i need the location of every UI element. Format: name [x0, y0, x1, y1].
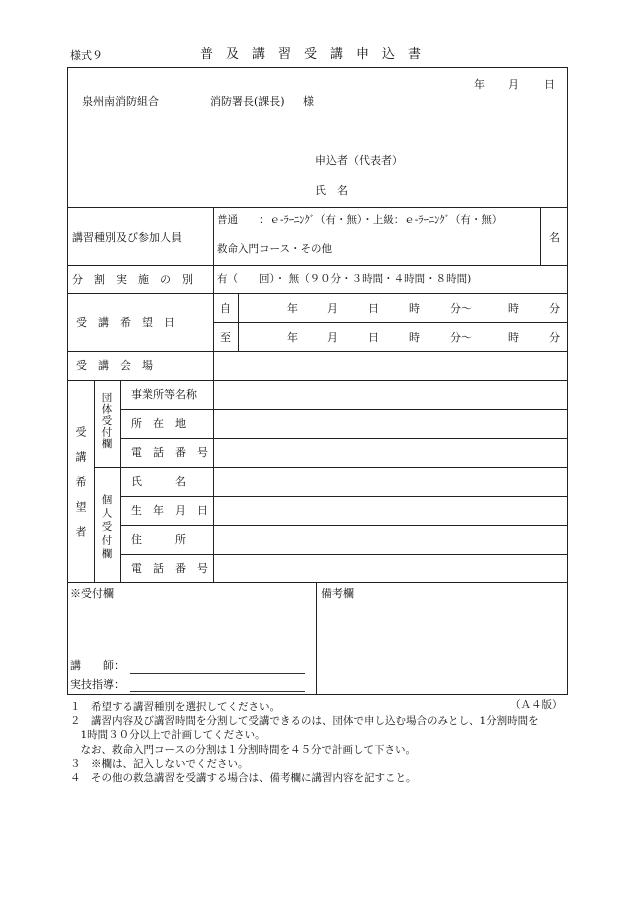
- to-minute-unit: 分～: [450, 331, 472, 344]
- date-year-label: 年: [474, 78, 485, 91]
- note-2: ２ 講習内容及び講習時間を分割して受講できるのは、団体で申し込む場合のみとし、1分割時間を: [70, 715, 539, 728]
- note-1: １ 希望する講習種別を選択してください。: [70, 701, 280, 713]
- individual-row-birthdate: 生 年 月 日: [131, 504, 208, 517]
- individual-row-phone: 電 話 番 号: [131, 562, 208, 575]
- individual-section-label: 個人受付欄: [100, 494, 113, 562]
- note-3: ３ ※欄は、記入しないでください。: [70, 757, 249, 770]
- from-end-hour-unit: 時: [508, 302, 519, 315]
- to-year-unit: 年: [287, 331, 298, 344]
- schedule-to-label: 至: [220, 331, 231, 344]
- addressee-org: 泉州南消防組合: [82, 95, 159, 108]
- participant-unit: 名: [549, 231, 560, 244]
- venue-label: 受 講 会 場: [76, 359, 153, 372]
- paper-size: （Ａ４版）: [510, 699, 563, 711]
- group-section-label: 団体受付欄: [100, 392, 113, 450]
- instructor-underline: [130, 673, 305, 674]
- form-number: 様式９: [70, 49, 103, 62]
- page-title: 普 及 講 習 受 講 申 込 書: [200, 47, 422, 62]
- to-day-unit: 日: [368, 331, 379, 344]
- applicant-name-label: 氏 名: [315, 184, 348, 197]
- note-2-cont-2: なお、救命入門コースの分割は１分割時間を４５分で計画して下さい。: [70, 743, 416, 756]
- from-minute-unit: 分～: [450, 302, 472, 315]
- to-month-unit: 月: [327, 331, 338, 344]
- reception-label: ※受付欄: [70, 587, 114, 600]
- from-hour-unit: 時: [409, 302, 420, 315]
- notes-list: [70, 700, 570, 785]
- addressee-honorific: 様: [303, 95, 314, 108]
- date-day-label: 日: [544, 78, 555, 91]
- applicant-label: 申込者（代表者）: [315, 154, 403, 167]
- course-options-line1: 普通 ：ｅ-ﾗｰﾆﾝｸﾞ（有・無）・上級：ｅ-ﾗｰﾆﾝｸﾞ（有・無）: [217, 214, 503, 226]
- individual-row-address: 住 所: [131, 533, 186, 546]
- from-month-unit: 月: [327, 302, 338, 315]
- date-month-label: 月: [508, 78, 519, 91]
- course-label: 講習種別及び参加人員: [72, 231, 182, 244]
- remarks-label: 備考欄: [321, 587, 354, 600]
- from-year-unit: 年: [287, 302, 298, 315]
- from-day-unit: 日: [368, 302, 379, 315]
- schedule-label: 受 講 希 望 日: [76, 316, 175, 329]
- instructor-label: 講 師：: [70, 659, 125, 672]
- from-end-minute-unit: 分: [549, 302, 560, 315]
- course-options-line2: 救命入門コース・その他: [217, 243, 332, 255]
- to-end-minute-unit: 分: [549, 331, 560, 344]
- group-row-phone: 電 話 番 号: [131, 446, 208, 459]
- note-4: ４ その他の救急講習を受講する場合は、備考欄に講習内容を記すこと。: [70, 772, 417, 785]
- group-row-company: 事業所等名称: [131, 388, 197, 401]
- addressee-chief: 消防署長(課長): [210, 95, 285, 108]
- schedule-from-label: 自: [220, 302, 231, 315]
- individual-row-name: 氏 名: [131, 475, 186, 488]
- to-hour-unit: 時: [409, 331, 420, 344]
- practical-underline: [130, 691, 305, 692]
- applicant-side-label: 受講希望者: [74, 426, 87, 551]
- to-end-hour-unit: 時: [508, 331, 519, 344]
- practical-label: 実技指導：: [70, 678, 125, 691]
- group-row-address: 所 在 地: [131, 417, 186, 430]
- split-label: 分 割 実 施 の 別: [72, 273, 193, 286]
- split-value: 有（ 回）・ 無（９０分・３時間・４時間・８時間): [217, 273, 472, 285]
- note-2-cont: 1時間３０分以上で計画してください。: [70, 729, 266, 742]
